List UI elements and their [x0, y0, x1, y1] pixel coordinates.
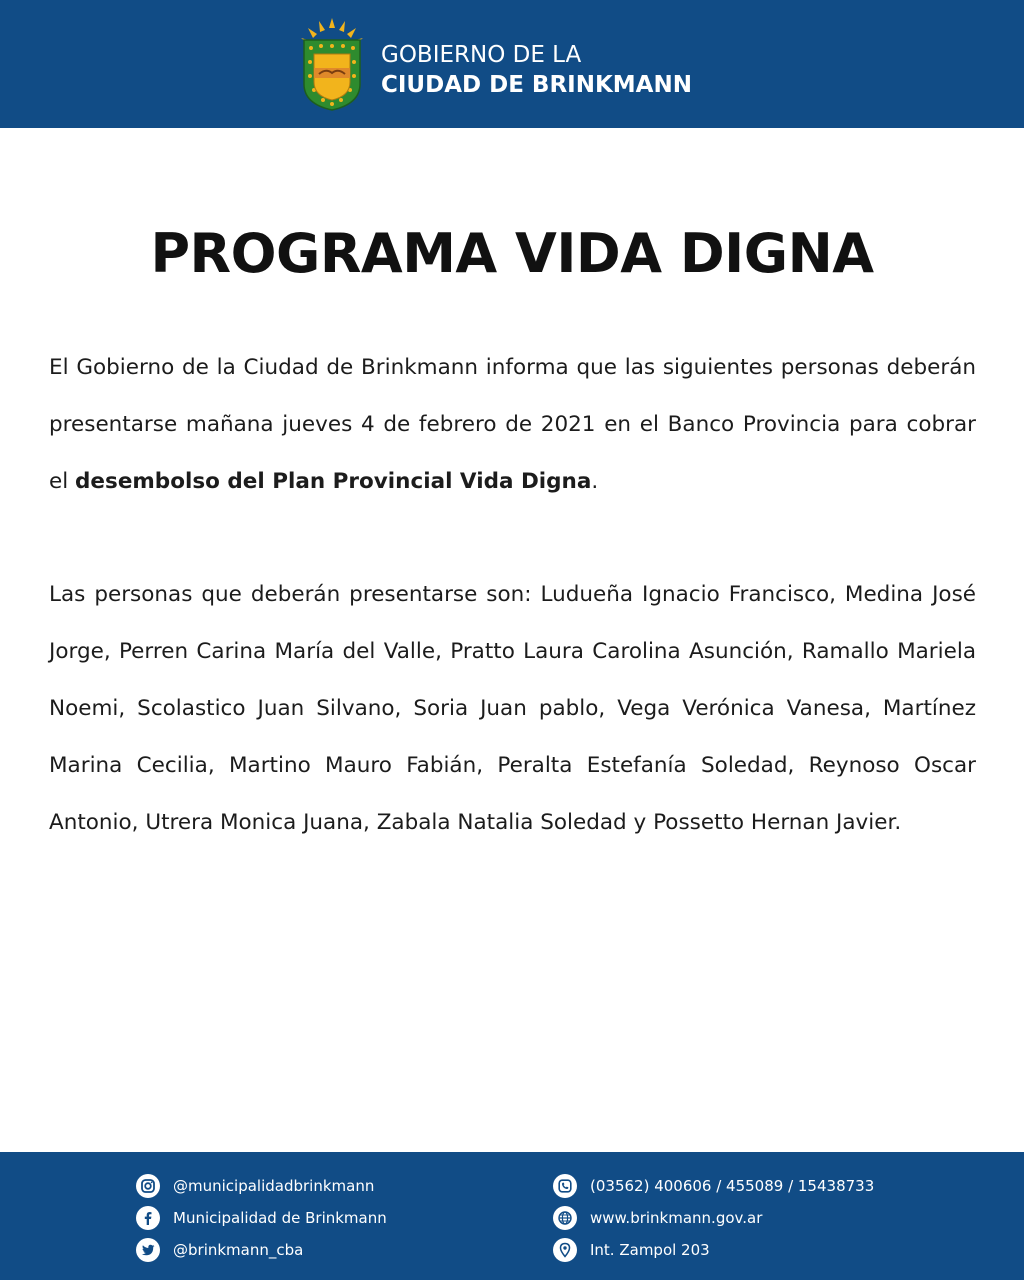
contact-facebook[interactable] [136, 1205, 387, 1231]
facebook-page: Municipalidad de Brinkmann [173, 1209, 387, 1227]
brand-line2: CIUDAD DE BRINKMANN [381, 72, 692, 98]
contact-phone[interactable] [553, 1173, 874, 1199]
instagram-handle: @municipalidadbrinkmann [173, 1177, 375, 1195]
header-bar [0, 0, 1024, 128]
paragraph1-text: El Gobierno de la Ciudad de Brinkmann informa que las siguientes personas deberán presentarse mañana jueves 4 de febrero de 2021 en el Banco Provincia para cobrar el [49, 355, 976, 494]
twitter-icon [136, 1238, 160, 1262]
instagram-icon [136, 1174, 160, 1198]
address-text: Int. Zampol 203 [590, 1241, 710, 1259]
brand-name [381, 40, 692, 100]
contact-website[interactable] [553, 1205, 762, 1231]
phone-icon [553, 1174, 577, 1198]
page-title: PROGRAMA VIDA DIGNA [150, 222, 874, 285]
contact-twitter[interactable] [136, 1237, 303, 1263]
website-url: www.brinkmann.gov.ar [590, 1209, 763, 1227]
names-paragraph: Las personas que deberán presentarse son: Ludueña Ignacio Francisco, Medina José Jorge, Perren Carina María del Valle, Pratto Laura Carolina Asunción, Ramallo Mariela Noemi, Scolastico Juan Silvano, Soria Juan pablo, Vega Verónica Vanesa, Martínez Marina Cecilia, Martino Mauro Fabián, Peralta Estefanía Soledad, Reynoso Oscar Antonio, Utrera Monica Juana, Zabala Natalia Soledad y Possetto Hernan Javier. [49, 582, 976, 835]
facebook-icon [136, 1206, 160, 1230]
paragraph1-bold: desembolso del Plan Provincial Vida Digna [75, 469, 592, 494]
paragraph1-end: . [591, 469, 599, 494]
phone-numbers: (03562) 400606 / 455089 / 15438733 [590, 1177, 875, 1195]
location-pin-icon [553, 1238, 577, 1262]
contact-instagram[interactable] [136, 1173, 374, 1199]
contact-address[interactable] [553, 1237, 710, 1263]
brand-line1: GOBIERNO DE LA [381, 42, 582, 68]
footer-bar [0, 1152, 1024, 1280]
globe-icon [553, 1206, 577, 1230]
announcement-paragraph [49, 339, 976, 510]
city-crest-logo [299, 18, 365, 112]
twitter-handle: @brinkmann_cba [173, 1241, 304, 1259]
